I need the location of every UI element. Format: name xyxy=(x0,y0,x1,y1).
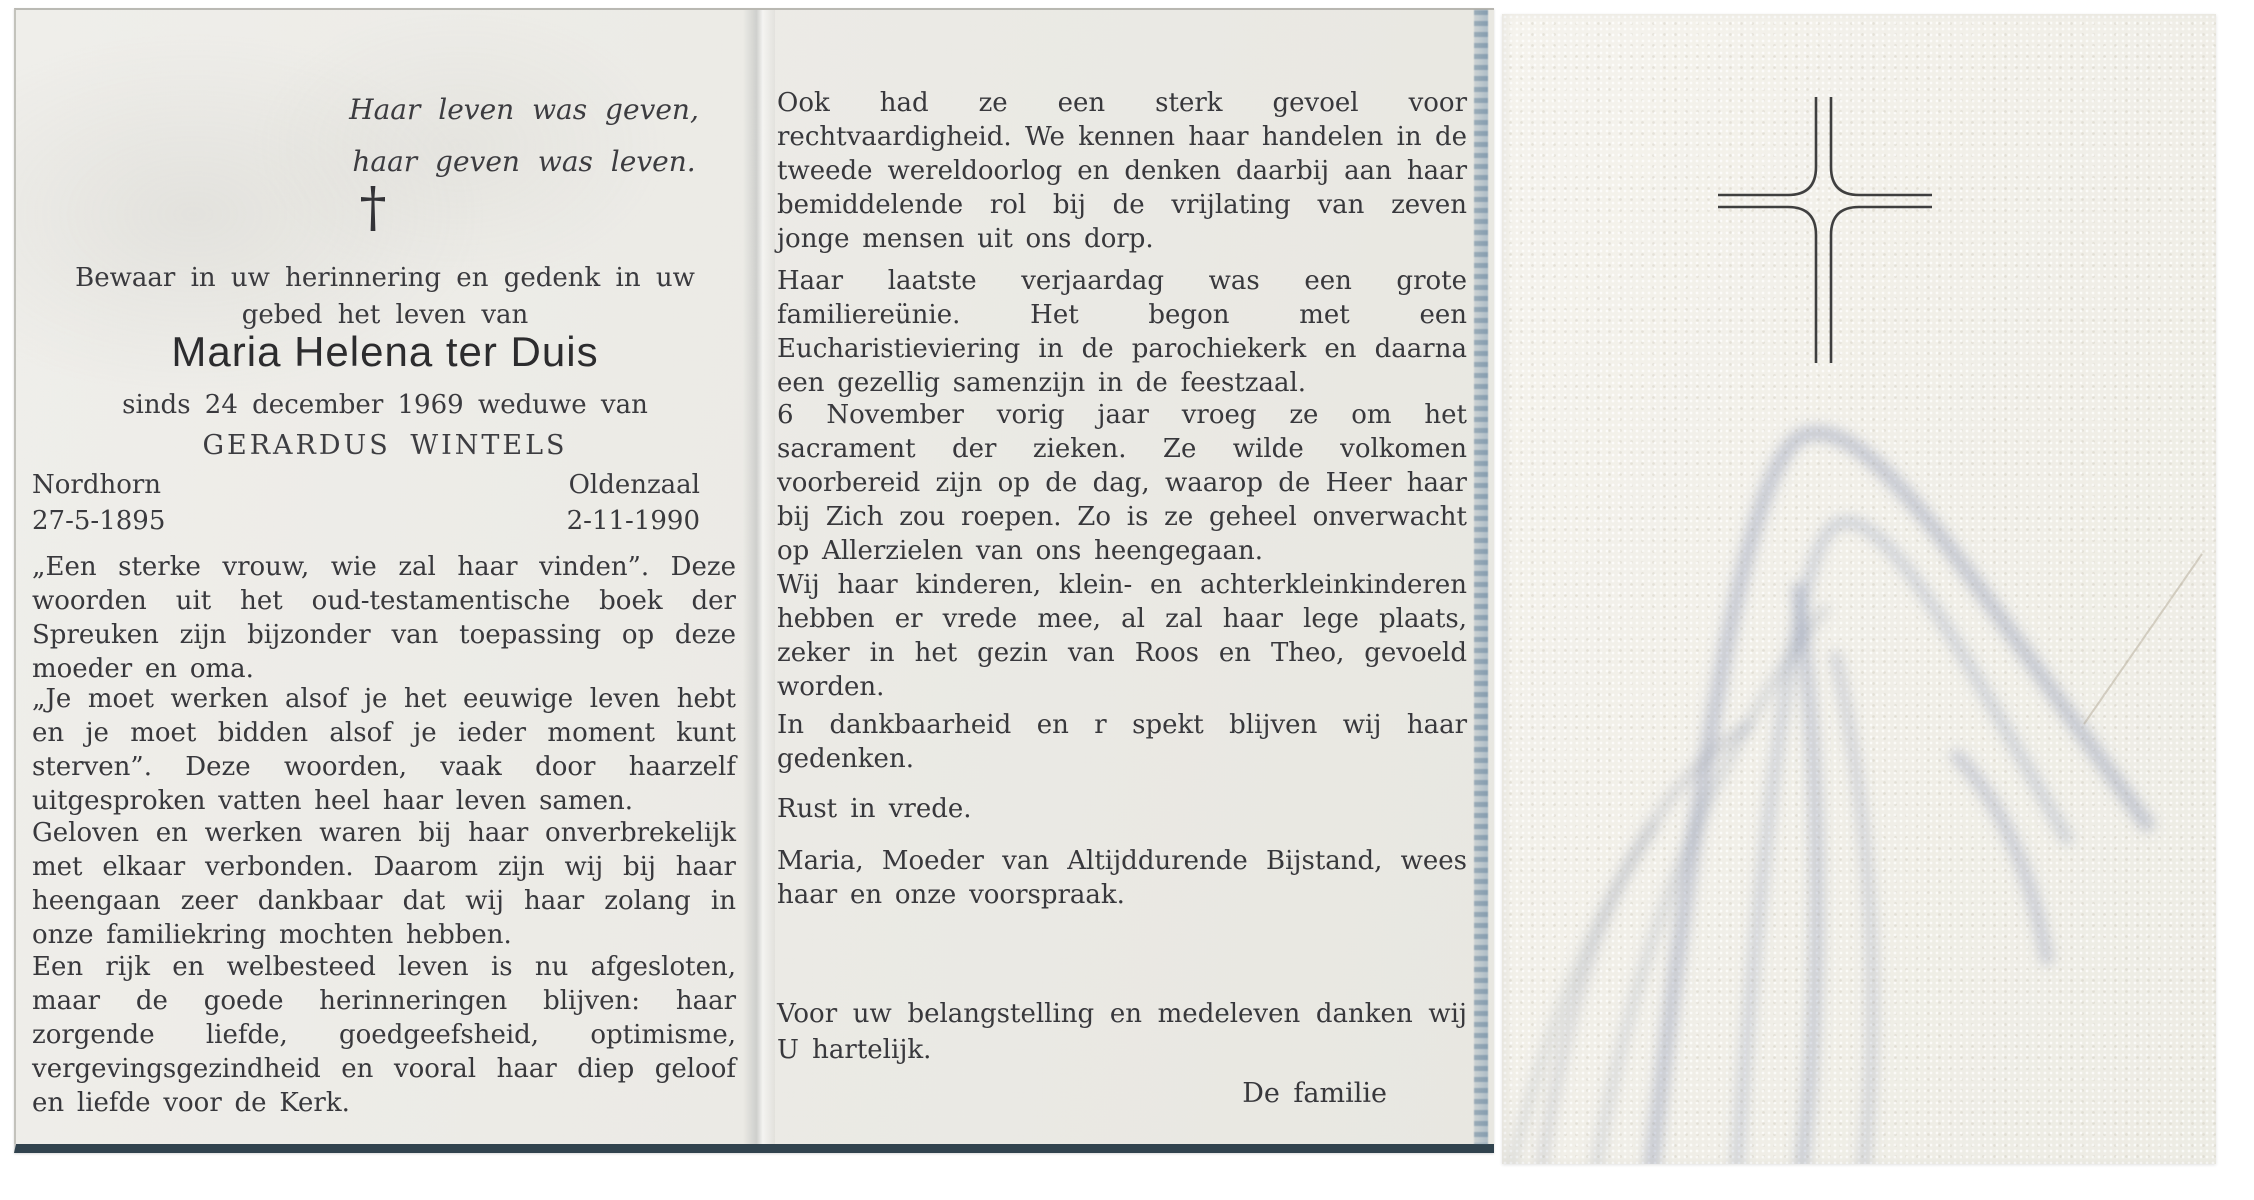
card-colored-edge xyxy=(1474,10,1488,1144)
left-paragraph-4: Een rijk en welbesteed leven is nu afgesloten, maar de goede herinneringen blijven: haar zorgende liefde, goedgeefsheid, optimisme, vergevingsgezindheid en vooral haar diep geloof en liefde voor de Kerk. xyxy=(32,952,736,1118)
spouse-name: GERARDUS WINTELS xyxy=(202,430,568,461)
death-date: 2-11-1990 xyxy=(566,506,700,536)
deceased-name: Maria Helena ter Duis xyxy=(171,328,599,375)
prayer-line: Maria, Moeder van Altijddurende Bijstand, wees haar en onze voorspraak. xyxy=(777,846,1467,910)
intro-lines xyxy=(32,260,738,334)
death-place: Oldenzaal xyxy=(568,470,700,500)
center-fold xyxy=(743,10,775,1144)
left-paragraph-1: „Een sterke vrouw, wie zal haar vinden”. Deze woorden uit het oud-testamentische boek der Spreuken zijn bijzonder van toepassing op deze moeder en oma. xyxy=(32,552,736,684)
epitaph-line-2: haar geven was leven. xyxy=(352,145,696,178)
birth-date: 27-5-1895 xyxy=(32,506,166,536)
line-cross-icon xyxy=(1718,97,1932,363)
right-paragraph-4: Wij haar kinderen, klein- en achterkleinkinderen hebben er vrede mee, al zal haar lege plaats, zeker in het gezin van Roos en Theo, gevoeld worden. xyxy=(777,570,1467,702)
right-page xyxy=(777,10,1467,1144)
right-paragraph-5: In dankbaarheid en r spekt blijven wij haar gedenken. xyxy=(777,710,1467,774)
epitaph-line-1: Haar leven was geven, xyxy=(349,93,699,126)
latin-cross-symbol: † xyxy=(359,176,387,239)
inner-spread xyxy=(14,8,1494,1153)
front-cover xyxy=(1502,14,2216,1164)
birth-place: Nordhorn xyxy=(32,470,162,500)
rest-in-peace-line: Rust in vrede. xyxy=(777,794,972,824)
intro-line-2: gebed het leven van xyxy=(241,300,529,330)
widow-line: sinds 24 december 1969 weduwe van xyxy=(122,390,648,420)
places-row xyxy=(32,470,700,500)
dates-row xyxy=(32,506,700,536)
left-page xyxy=(32,10,738,1144)
epitaph xyxy=(284,84,764,188)
intro-line-1: Bewaar in uw herinnering en gedenk in uw xyxy=(75,263,695,293)
right-paragraph-2: Haar laatste verjaardag was een grote familiereünie. Het begon met een Eucharistieviering in de parochiekerk en daarna een gezellig samenzijn in de feestzaal. xyxy=(777,266,1467,398)
signature: De familie xyxy=(1242,1078,1387,1109)
right-paragraph-1: Ook had ze een sterk gevoel voor rechtvaardigheid. We kennen haar handelen in de tweede wereldoorlog en denken daarbij aan haar bemiddelende rol bij de vrijlating van zeven jonge mensen uit ons dorp. xyxy=(777,88,1467,254)
grass-watercolor-art xyxy=(1502,394,2216,1164)
left-paragraph-3: Geloven en werken waren bij haar onverbrekelijk met elkaar verbonden. Daarom zijn wij bij haar heengaan zeer dankbaar dat wij haar zolang in onze familiekring mochten hebben. xyxy=(32,818,736,950)
right-paragraph-3: 6 November vorig jaar vroeg ze om het sacrament der zieken. Ze wilde volkomen voorbereid zijn op de dag, waarop de Heer haar bij Zich zou roepen. Zo is ze geheel onverwacht op Allerzielen van ons heengegaan. xyxy=(777,400,1467,566)
left-paragraph-2: „Je moet werken alsof je het eeuwige leven hebt en je moet bidden alsof je ieder moment kunt sterven”. Deze woorden, vaak door haarzelf uitgesproken vatten heel haar leven samen. xyxy=(32,684,736,816)
thanks-line: Voor uw belangstelling en medeleven danken wij U hartelijk. xyxy=(777,999,1467,1065)
